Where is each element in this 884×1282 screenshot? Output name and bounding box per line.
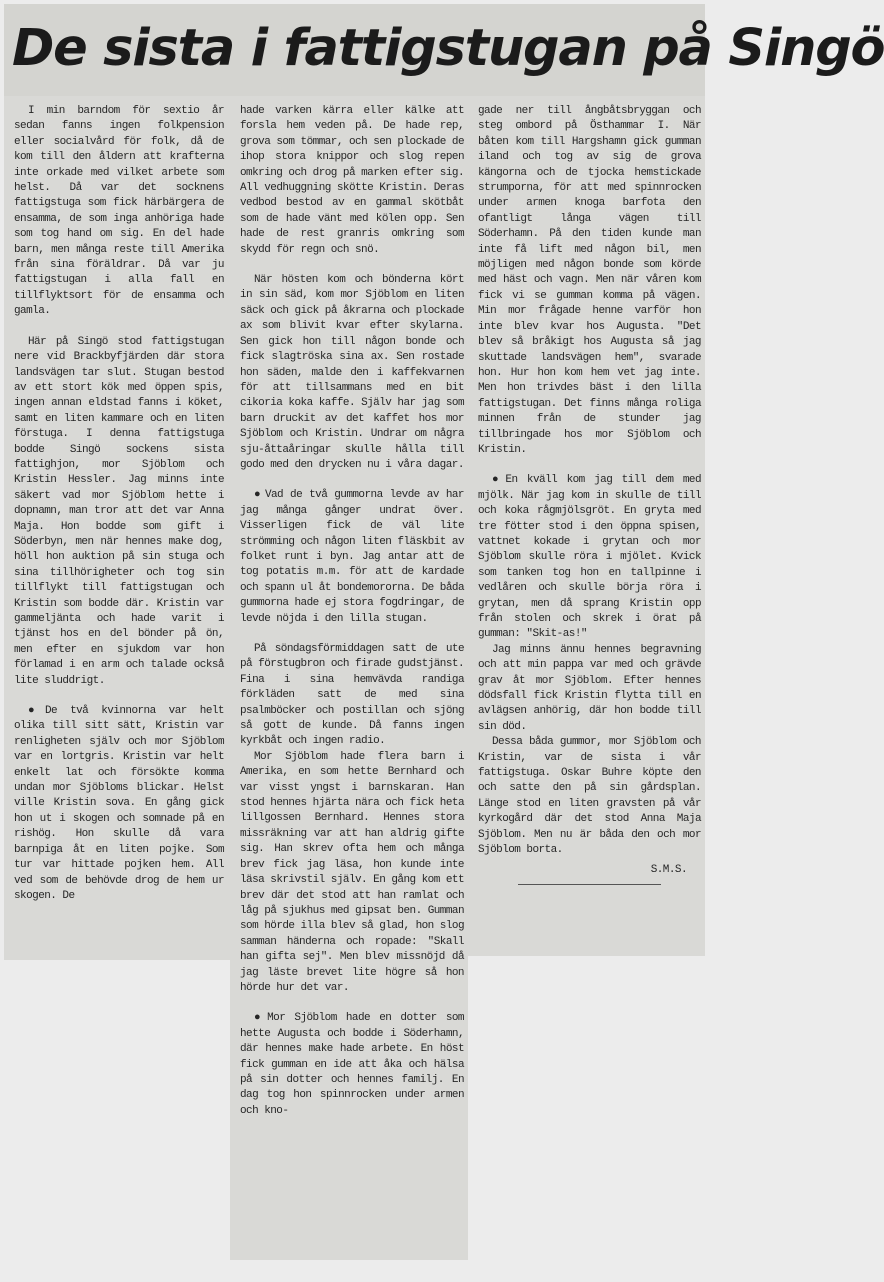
paragraph [478,473,701,642]
bullet-icon: ● [28,705,41,718]
column-2-clipping [230,96,468,1260]
bullet-icon: ● [254,1012,264,1025]
bullet-icon: ● [492,474,502,487]
paragraph [240,1011,464,1119]
paragraph [240,273,464,473]
paragraph [240,642,464,750]
paragraph-text: Mor Sjöblom hade flera barn i Amerika, en som hette Bernhard och var visst yngst i barnskaran. Han stod hennes hjärta nära och fick heta lillgossen Bernhard. Hennes stora missräkning var att han aldrig gifte sig. Han skrev ofta hem och många brev fick jag läsa, hon kunde inte läsa skrivstil själv. En gång kom ett brev där det stod att han ramlat och låg på sjukhus med gipsat ben. Gumman som hörde illa blev så glad, hon slog samman händerna och ropade: "Skall han gifta sej". Men blev missnöjd då jag läste brevet lite högre så hon hörde hur det var. [240,750,464,994]
paragraph [240,104,464,258]
paragraph-text: En kväll kom jag till dem med mjölk. När jag kom in skulle de till och koka rågmjölsgröt. En gryta med tre fötter stod i den öppna spisen, vattnet kokade i grytan och mor Sjöblom skulle röra i mjölet. Kvick som tanken tog hon en tallpinne i vedlåren och skulle börja röra i grytan, men då sprang Kristin opp från stolen och skrek i örat på gumman: "Skit-as!" [478,474,701,641]
paragraph-text: Jag minns ännu hennes begravning och att min pappa var med och grävde grav åt mor Sjöblom. Efter hennes dödsfall fick Kristin flytta till en avlägsen anhörig, där hon bodde till sin död. [478,643,701,733]
paragraph [14,704,224,904]
paragraph-text: Mor Sjöblom hade en dotter som hette Augusta och bodde i Söderhamn, där hennes make hade arbete. En höst fick gumman en ide att åka och hälsa på sin dotter och hennes familj. En dag tog hon spinnrocken under armen och kno- [240,1012,464,1117]
paragraph [478,104,701,458]
paragraph-text: I min barndom för sextio år sedan fanns ingen folkpension eller socialvård för folk, då de kom till den åldern att krafterna inte orkade med vilket arbete som helst. Då var det socknens fattigstuga som fick härbärgera de ensamma, de som inga anhöriga hade som tog hand om sig. En del hade barn, men många reste till Amerika från sina föräldrar. Då var ju fattigstugan i alla fall en tillflyktsort för de ensamma och gamla. [14,105,224,318]
bullet-icon: ● [254,489,261,502]
paragraph [240,488,464,627]
paragraph-text: På söndagsförmiddagen satt de ute på förstugbron och firade gudstjänst. Fina i sina hemvävda randiga förkläden satt de med sina psalmböcker och postillan och sjöng så gott de kunde. Då fanns ingen kyrkbåt och ingen radio. [240,643,464,748]
column-3-clipping [468,96,705,956]
column-2 [240,104,464,1119]
column-1-clipping [4,96,230,960]
paragraph [240,750,464,997]
paragraph-text: Här på Singö stod fattigstugan nere vid Brackbyfjärden där stora landsvägen tar slut. Stugan bestod av ett stort kök med öppen spis, ingen annan eldstad fanns i köket, samt en liten kammare och en liten förstuga. I denna fattigstuga bodde Singö sockens sista fattighjon, mor Sjöblom och Kristin Hessler. Jag minns inte säkert vad mor Sjöblom hette i dopnamn, man tror att det var Anna Maja. Hon bodde som gift i Söderbyn, men när hennes make dog, höll hon auktion på sin stuga och sina tillhörigheter och tog sin tillflykt till fattigstugan och Kristin som bodde där. Kristin var gammeljänta och hade varit i tjänst hos en del bönder på ön, men efter en sjukdom var hon förlamad i en arm och talade också lite sluddrigt. [14,335,224,687]
divider [518,884,661,885]
paragraph-text: Dessa båda gummor, mor Sjöblom och Kristin, var de sista i vår fattigstuga. Oskar Buhre köpte den och satte den på sin gårdsplan. Länge stod en liten gravsten på vår kyrkogård där det stod Anna Maja Sjöblom. Men nu är båda den och mor Sjöblom borta. [478,736,701,857]
column-3 [478,104,701,885]
paragraph-text: De två kvinnorna var helt olika till sitt sätt, Kristin var renligheten själv och mor Sjöblom var en lortgris. Kristin var helt enkelt lat och försökte komma undan mor Sjöbloms blickar. Helst ville Kristin sova. En gång gick hon ut i skogen och somnade på en rishög. Hon skulle då vara barnpiga åt en liten pojke. Som tur var hittade pojken hem. All ved som de behövde drog de hem ur skogen. De [14,705,224,902]
paragraph-text: Vad de två gummorna levde av har jag många gånger undrat över. Visserligen fick de väl lite strömming och någon liten fläskbit av folket runt i byn. Jag antar att de tog potatis m.m. för att de kardade och spann ul åt bondemororna. De båda gummorna hade ej stora fogdringar, de levde nöjda i den lilla stugan. [240,489,464,625]
signature: S.M.S. [650,863,687,876]
paragraph [478,643,701,735]
paragraph-text: När hösten kom och bönderna kört in sin säd, kom mor Sjöblom en liten säck och gick på åkrarna och plockade ax som blivit kvar efter skylarna. Sen gick hon till någon bonde och fick slagtröska sina ax. Sen rostade hon säden, malde den i kaffekvarnen för att tillsammans med en bit cikoria koka kaffe. Själv har jag som barn druckit av det kaffet hos mor Sjöblom och Kristin. Undrar om några sju-åttaåringar skulle hålla till godo med den drycken nu i våra dagar. [240,274,464,471]
headline-clipping [4,4,884,96]
paragraph-text: hade varken kärra eller kälke att forsla hem veden på. De hade rep, grova som tömmar, och sen plockade de ihop stora knippor och slog repen omkring och drog på marken efter sig. All vedhuggning skötte Kristin. Deras vedbod bestod av en gammal skötbåt som de hade vänt med kölen opp. Sen hade de rest granris omkring som skydd för regn och snö. [240,105,464,256]
column-1 [14,104,224,904]
paragraph [14,335,224,689]
headline: De sista i fattigstugan på Singö [12,19,884,78]
paragraph [14,104,224,320]
paragraph-text: gade ner till ångbåtsbryggan och steg ombord på Östhammar I. När båten kom till Hargshamn gick gumman iland och tog av sig de grova kängorna och de tjocka hemstickade strumporna, för att med spinnrocken under armen knoga barfota den ofantligt långa vägen till Söderhamn. På den tiden kunde man inte få lift med någon bil, men möjligen med någon bonde som körde med häst och vagn. Men när våren kom fick vi se gumman komma på vägen. Min mor frågade henne varför hon inte blev kvar hos Augusta. "Det blev så bråkigt hos Augusta så jag skuttade landsvägen hem", svarade hon. Hur hon kom hem vet jag inte. Men hon trivdes bäst i den lilla fattigstugan. Det finns många roliga minnen från de stunder jag tillbringade hos mor Sjöblom och Kristin. [478,105,701,456]
paragraph [478,735,701,858]
